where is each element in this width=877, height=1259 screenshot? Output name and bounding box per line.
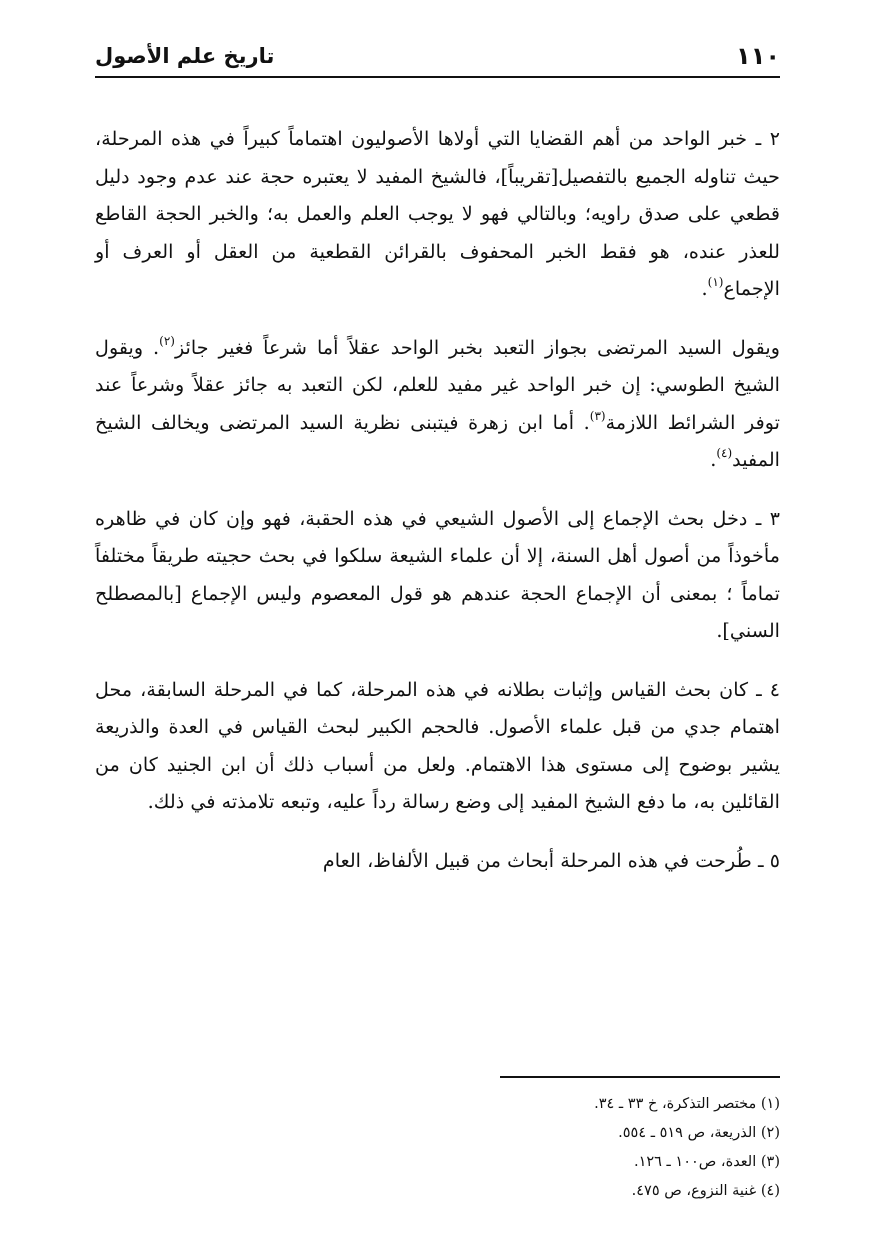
footnote-ref-3: (٣) — [589, 408, 606, 423]
book-title: تاريخ علم الأصول — [95, 44, 275, 68]
paragraph-text: . ويقول الشيخ الطوسي: إن خبر الواحد غير مفيد للعلم، لكن التعبد به جائز عقلاً وشرعاً عند توفر الشرائط اللازمة — [95, 335, 780, 434]
footnote-3: (٣) العدة، ص١٠٠ ـ ١٢٦. — [633, 1154, 780, 1170]
footnote-ref-1: (١) — [707, 275, 724, 289]
paragraph-tail: . — [710, 448, 717, 471]
footnote-divider — [500, 1076, 780, 1078]
paragraph-text: ويقول السيد المرتضى بجواز التعبد بخبر الواحد عقلاً أما شرعاً فغير جائز — [174, 335, 780, 359]
page-number: ١١٠ — [736, 42, 780, 70]
footnote-ref-4: (٤) — [716, 446, 733, 460]
footnote-4: (٤) غنية النزوع، ص ٤٧٥. — [631, 1183, 780, 1199]
footnote-ref-2: (٢) — [159, 333, 175, 348]
footnote-2: (٢) الذريعة، ص ٥١٩ ـ ٥٥٤. — [618, 1125, 780, 1141]
paragraph-text: ٢ ـ خبر الواحد من أهم القضايا التي أولاها الأصوليون اهتماماً كبيراً في هذه المرحلة، حيث تناوله الجميع بالتفصيل[تقريباً]، فالشيخ المفيد لا يعتبره حجة عند عدم وجود دليل قطعي على صدق راويه؛ وبالتالي فهو لا يوجب العلم والعمل به؛ والخبر الحجة القاطع للعذر عنده، هو فقط الخبر المحفوف بالقرائن القطعية من العقل أو العرف أو الإجماع — [95, 127, 780, 300]
paragraph-text: . أما ابن زهرة فيتبنى نظرية السيد المرتضى ويخالف الشيخ المفيد — [95, 410, 780, 471]
paragraph-ijma: ٣ ـ دخل بحث الإجماع إلى الأصول الشيعي في هذه الحقبة، فهو وإن كان في ظاهره مأخوذاً من أصول أهل السنة، إلا أن علماء الشيعة سلكوا في بحث حجيته طريقاً مختلفاً تماماً ؛ بمعنى أن الإجماع الحجة عندهم هو قول المعصوم وليس الإجماع [بالمصطلح السني]. — [95, 506, 780, 642]
paragraph-khabar-wahid — [95, 120, 780, 308]
main-text — [95, 120, 780, 879]
paragraph-scholars-views — [95, 329, 780, 479]
footnotes-list — [95, 1090, 780, 1206]
footnote-1: (١) مختصر التذكرة، خ ٣٣ ـ ٣٤. — [594, 1096, 780, 1112]
running-header — [95, 36, 780, 78]
paragraph-qiyas: ٤ ـ كان بحث القياس وإثبات بطلانه في هذه المرحلة، كما في المرحلة السابقة، محل اهتمام جدي من قبل علماء الأصول. فالحجم الكبير لبحث القياس في العدة والذريعة يشير بوضوح إلى مستوى هذا الاهتمام. ولعل من أسباب ذلك أن ابن الجنيد كان من القائلين به، ما دفع الشيخ المفيد إلى وضع رسالة رداً عليه، وتبعه تلامذته في ذلك. — [95, 677, 780, 813]
paragraph-tail: . — [701, 277, 708, 300]
paragraph-alfaz: ٥ ـ طُرحت في هذه المرحلة أبحاث من قبيل الألفاظ، العام — [322, 848, 780, 872]
